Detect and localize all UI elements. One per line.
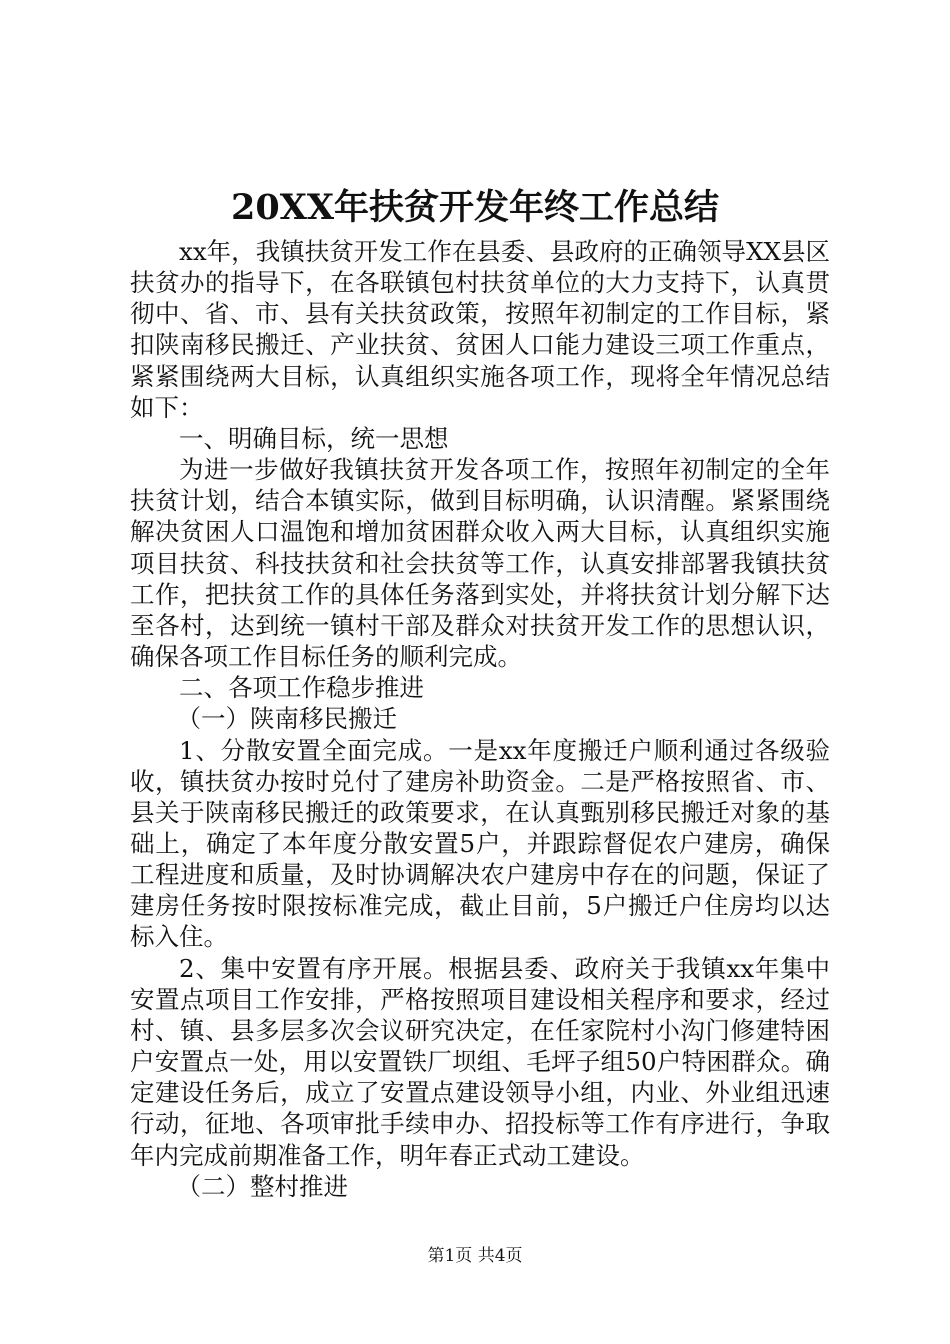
section-1-paragraph: 为进一步做好我镇扶贫开发各项工作，按照年初制定的全年扶贫计划，结合本镇实际，做到目标明确，认识清醒。紧紧围绕解决贫困人口温饱和增加贫困群众收入两大目标，认真组织实施项目扶贫、科技扶贫和社会扶贫等工作，认真安排部署我镇扶贫工作，把扶贫工作的具体任务落到实处，并将扶贫计划分解下达至各村，达到统一镇村干部及群众对扶贫开发工作的思想认识，确保各项工作目标任务的顺利完成。 bbox=[130, 455, 830, 672]
subsection-heading-1: （一）陕南移民搬迁 bbox=[176, 704, 398, 734]
document-title: 20XX年扶贫开发年终工作总结 bbox=[230, 187, 720, 228]
subsection-heading-2: （二）整村推进 bbox=[176, 1171, 349, 1201]
subsection-1-paragraph-1: 1、分散安置全面完成。一是xx年度搬迁户顺利通过各级验收，镇扶贫办按时兑付了建房补助资金。二是严格按照省、市、县关于陕南移民搬迁的政策要求，在认真甄别移民搬迁对象的基础上，确定了本年度分散安置5户，并跟踪督促农户建房，确保工程进度和质量，及时协调解决农户建房中存在的问题，保证了建房任务按时限按标准完成，截止目前，5户搬迁户住房均以达标入住。 bbox=[130, 735, 830, 952]
intro-paragraph: xx年，我镇扶贫开发工作在县委、县政府的正确领导XX县区扶贫办的指导下，在各联镇包村扶贫单位的大力支持下，认真贯彻中、省、市、县有关扶贫政策，按照年初制定的工作目标，紧扣陕南移民搬迁、产业扶贫、贫困人口能力建设三项工作重点，紧紧围绕两大目标，认真组织实施各项工作，现将全年情况总结如下： bbox=[130, 237, 830, 422]
subsection-1-paragraph-2: 2、集中安置有序开展。根据县委、政府关于我镇xx年集中安置点项目工作安排，严格按照项目建设相关程序和要求，经过村、镇、县多层多次会议研究决定，在任家院村小沟门修建特困户安置点一处，用以安置铁厂坝组、毛坪子组50户特困群众。确定建设任务后，成立了安置点建设领导小组，内业、外业组迅速行动，征地、各项审批手续申办、招投标等工作有序进行，争取年内完成前期准备工作，明年春正式动工建设。 bbox=[130, 953, 830, 1170]
document-body bbox=[130, 236, 830, 1202]
section-heading-1: 一、明确目标，统一思想 bbox=[179, 423, 449, 453]
page-number-footer: 第1页 共4页 bbox=[427, 1246, 523, 1266]
section-heading-2: 二、各项工作稳步推进 bbox=[179, 673, 424, 703]
